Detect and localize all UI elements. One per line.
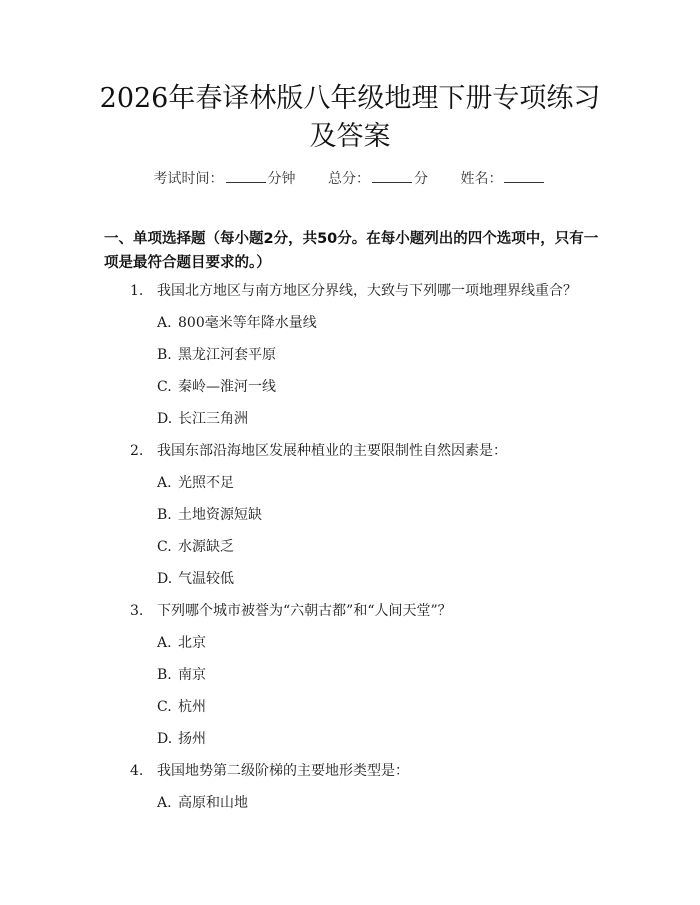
option-letter: D. (157, 571, 173, 587)
total-score-field (328, 168, 428, 188)
option-letter: A. (157, 475, 172, 491)
option-text: 长江三角洲 (178, 411, 248, 427)
student-name-blank (504, 170, 544, 183)
question-number: 4. (130, 763, 144, 779)
exam-time-unit: 分钟 (267, 171, 296, 187)
answer-option (0, 408, 700, 440)
student-name-label: 姓名： (460, 171, 503, 187)
option-letter: A. (157, 795, 172, 811)
answer-option (0, 792, 700, 824)
exam-time-label: 考试时间： (153, 171, 224, 187)
option-letter: D. (157, 731, 173, 747)
option-text: 800毫米等年降水量线 (178, 315, 317, 331)
option-text: 气温较低 (178, 571, 234, 587)
option-text: 秦岭—淮河一线 (178, 379, 276, 395)
question-item (0, 440, 700, 600)
answer-option (0, 504, 700, 536)
question-stem (0, 600, 700, 632)
question-number: 2. (130, 443, 144, 459)
question-text: 我国北方地区与南方地区分界线，大致与下列哪一项地理界线重合？ (157, 283, 577, 299)
option-text: 高原和山地 (178, 795, 248, 811)
total-score-blank (372, 170, 412, 183)
option-text: 光照不足 (178, 475, 234, 491)
total-score-label: 总分： (328, 171, 370, 187)
option-letter: B. (157, 347, 172, 363)
option-letter: C. (157, 379, 172, 395)
answer-option (0, 312, 700, 344)
option-text: 土地资源短缺 (178, 507, 262, 523)
question-stem (0, 280, 700, 312)
exam-info-row (0, 168, 700, 188)
question-text: 我国东部沿海地区发展种植业的主要限制性自然因素是： (157, 443, 507, 459)
answer-option (0, 376, 700, 408)
answer-option (0, 568, 700, 600)
answer-option (0, 344, 700, 376)
total-score-unit: 分 (414, 171, 428, 187)
question-number: 3. (130, 603, 144, 619)
answer-option (0, 536, 700, 568)
answer-option (0, 696, 700, 728)
option-text: 水源缺乏 (178, 539, 234, 555)
option-text: 杭州 (178, 699, 206, 715)
question-item (0, 280, 700, 440)
question-stem (0, 760, 700, 792)
option-letter: A. (157, 315, 172, 331)
question-list (0, 280, 700, 824)
question-text: 我国地势第二级阶梯的主要地形类型是： (157, 763, 409, 779)
student-name-field (460, 168, 546, 188)
option-text: 南京 (178, 667, 206, 683)
question-item (0, 600, 700, 760)
answer-option (0, 664, 700, 696)
option-letter: B. (157, 507, 172, 523)
answer-option (0, 472, 700, 504)
question-stem (0, 440, 700, 472)
option-letter: C. (157, 539, 172, 555)
section-heading: 一、单项选择题（每小题2分，共50分。在每小题列出的四个选项中，只有一项是最符合题目要求的。） (104, 231, 599, 271)
option-text: 黑龙江河套平原 (178, 347, 276, 363)
answer-option (0, 728, 700, 760)
option-text: 北京 (178, 635, 206, 651)
question-text: 下列哪个城市被誉为“六朝古都”和“人间天堂”？ (157, 603, 452, 619)
option-text: 扬州 (178, 731, 206, 747)
option-letter: D. (157, 411, 173, 427)
question-item (0, 760, 700, 824)
exam-time-field (154, 168, 296, 188)
option-letter: B. (157, 667, 172, 683)
answer-option (0, 632, 700, 664)
document-title: 2026年春译林版八年级地理下册专项练习及答案 (99, 83, 601, 152)
exam-time-blank (226, 170, 266, 183)
option-letter: C. (157, 699, 172, 715)
option-letter: A. (157, 635, 172, 651)
question-number: 1. (130, 283, 144, 299)
